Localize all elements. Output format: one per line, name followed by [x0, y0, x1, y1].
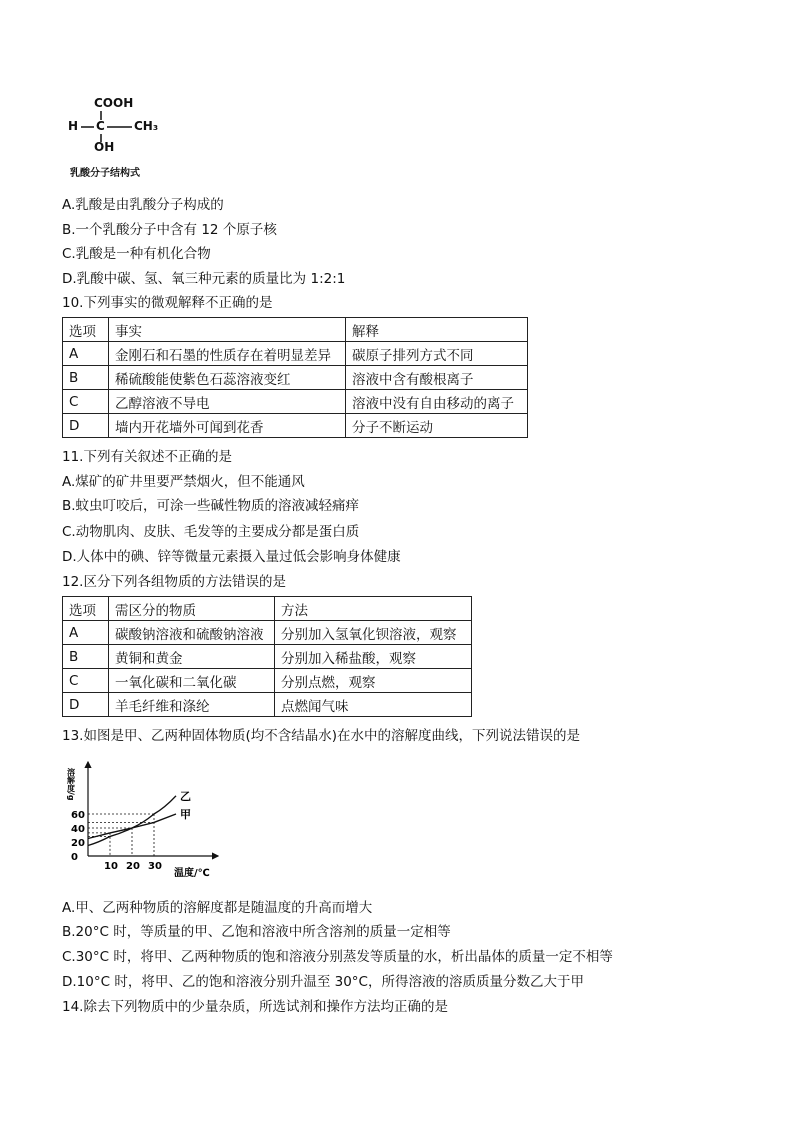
header-substances: 需区分的物质 — [109, 597, 275, 621]
row-fact: 稀硫酸能使紫色石蕊溶液变红 — [109, 366, 346, 390]
row-option: B — [63, 366, 109, 390]
x-tick-label: 10 — [104, 861, 118, 872]
row-method: 分别加入稀盐酸，观察 — [275, 645, 472, 669]
y-tick-label: 0 — [71, 852, 78, 863]
row-option: C — [63, 669, 109, 693]
table-row — [63, 342, 528, 366]
q9-option-c: C.乳酸是一种有机化合物 — [62, 246, 211, 262]
h-atom: H — [68, 119, 79, 133]
q12-stem: 12.区分下列各组物质的方法错误的是 — [62, 574, 286, 590]
q9-option-b: B.一个乳酸分子中含有 12 个原子核 — [62, 222, 277, 238]
q11-option-a: A.煤矿的矿井里要严禁烟火，但不能通风 — [62, 474, 305, 490]
y-tick-label: 40 — [71, 824, 85, 835]
row-option: A — [63, 342, 109, 366]
q14-stem: 14.除去下列物质中的少量杂质，所选试剂和操作方法均正确的是 — [62, 999, 448, 1015]
series-label: 甲 — [180, 808, 191, 821]
header-fact: 事实 — [109, 318, 346, 342]
y-tick-label: 60 — [71, 810, 85, 821]
row-option: C — [63, 390, 109, 414]
q9-option-a: A.乳酸是由乳酸分子构成的 — [62, 197, 224, 213]
q11-option-d: D.人体中的碘、锌等微量元素摄入量过低会影响身体健康 — [62, 549, 401, 565]
structure-caption: 乳酸分子结构式 — [70, 168, 140, 179]
row-explanation: 溶液中含有酸根离子 — [346, 366, 528, 390]
q13-option-c: C.30°C 时，将甲、乙两种物质的饱和溶液分别蒸发等质量的水，析出晶体的质量一定不相等 — [62, 949, 613, 965]
row-explanation: 分子不断运动 — [346, 414, 528, 438]
header-explanation: 解释 — [346, 318, 528, 342]
series-label: 乙 — [180, 789, 191, 803]
series-line-1 — [88, 814, 176, 839]
methyl-group: CH₃ — [134, 119, 159, 133]
row-substances: 碳酸钠溶液和硫酸钠溶液 — [109, 621, 275, 645]
header-method: 方法 — [275, 597, 472, 621]
row-fact: 乙醇溶液不导电 — [109, 390, 346, 414]
q13-option-b: B.20°C 时，等质量的甲、乙饱和溶液中所含溶剂的质量一定相等 — [62, 924, 451, 940]
table-header-row — [63, 597, 472, 621]
row-substances: 一氧化碳和二氧化碳 — [109, 669, 275, 693]
header-option: 选项 — [63, 318, 109, 342]
row-fact: 墙内开花墙外可闻到花香 — [109, 414, 346, 438]
oh-group: OH — [94, 140, 115, 154]
row-method: 分别点燃，观察 — [275, 669, 472, 693]
lactic-acid-structure — [64, 92, 174, 182]
header-option: 选项 — [63, 597, 109, 621]
q9-option-d: D.乳酸中碳、氢、氧三种元素的质量比为 1:2:1 — [62, 271, 346, 287]
row-explanation: 溶液中没有自由移动的离子 — [346, 390, 528, 414]
x-tick-label: 20 — [126, 861, 140, 872]
q11-option-b: B.蚊虫叮咬后，可涂一些碱性物质的溶液减轻痛痒 — [62, 498, 360, 514]
row-option: D — [63, 414, 109, 438]
central-carbon: C — [96, 119, 105, 133]
row-substances: 羊毛纤维和涤纶 — [109, 693, 275, 717]
q13-option-d: D.10°C 时，将甲、乙的饱和溶液分别升温至 30°C，所得溶液的溶质质量分数乙大于甲 — [62, 974, 584, 990]
y-axis-label: 溶解度/g — [66, 768, 76, 801]
row-option: A — [63, 621, 109, 645]
table-row — [63, 621, 472, 645]
series-line-0 — [88, 796, 176, 846]
row-method: 分别加入氢氧化钡溶液，观察 — [275, 621, 472, 645]
table-row — [63, 693, 472, 717]
q10-stem: 10.下列事实的微观解释不正确的是 — [62, 295, 273, 311]
table-header-row — [63, 318, 528, 342]
table-row — [63, 414, 528, 438]
q13-stem: 13.如图是甲、乙两种固体物质(均不含结晶水)在水中的溶解度曲线，下列说法错误的是 — [62, 728, 581, 744]
row-option: B — [63, 645, 109, 669]
q11-stem: 11.下列有关叙述不正确的是 — [62, 449, 232, 465]
q11-option-c: C.动物肌肉、皮肤、毛发等的主要成分都是蛋白质 — [62, 524, 360, 540]
row-fact: 金刚石和石墨的性质存在着明显差异 — [109, 342, 346, 366]
table-row — [63, 366, 528, 390]
y-tick-label: 20 — [71, 838, 85, 849]
table-row — [63, 645, 472, 669]
row-method: 点燃闻气味 — [275, 693, 472, 717]
row-substances: 黄铜和黄金 — [109, 645, 275, 669]
q13-option-a: A.甲、乙两种物质的溶解度都是随温度的升高而增大 — [62, 900, 373, 916]
q10-table — [62, 317, 528, 438]
table-row — [63, 669, 472, 693]
q12-table — [62, 596, 472, 717]
cooh-group: COOH — [94, 96, 134, 110]
table-row — [63, 390, 528, 414]
bond-lines — [64, 92, 174, 162]
solubility-chart — [68, 758, 228, 883]
row-explanation: 碳原子排列方式不同 — [346, 342, 528, 366]
row-option: D — [63, 693, 109, 717]
x-axis-label: 温度/℃ — [174, 868, 210, 879]
x-tick-label: 30 — [148, 861, 162, 872]
